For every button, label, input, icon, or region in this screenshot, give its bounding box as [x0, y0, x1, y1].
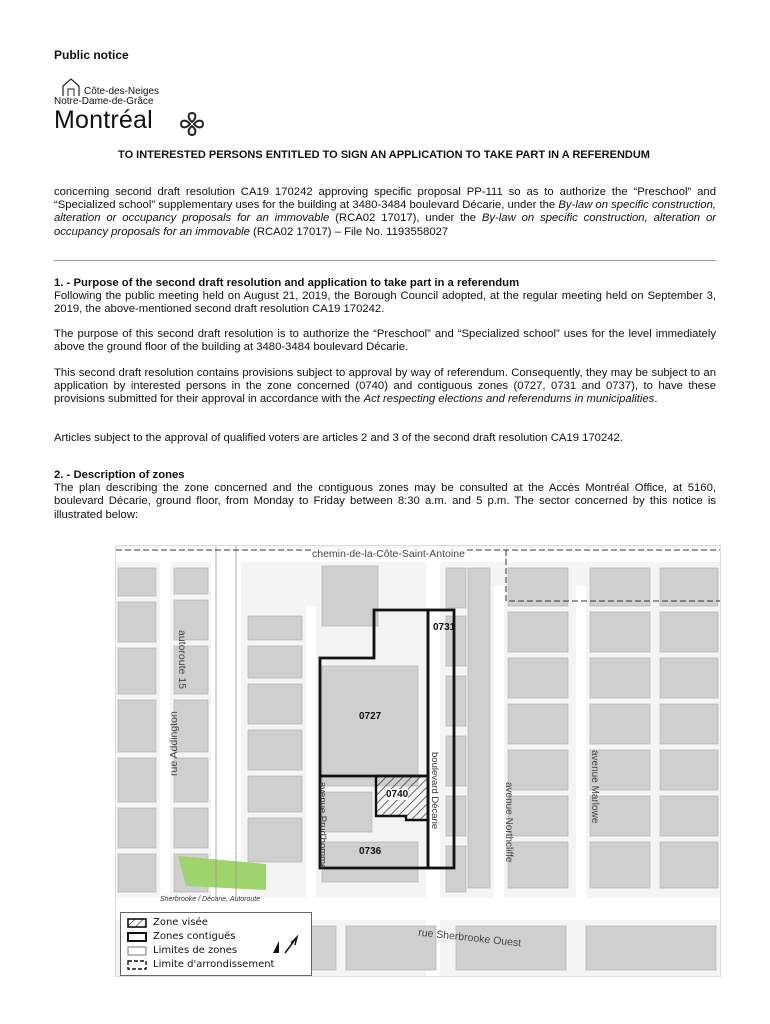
map-legend [120, 912, 312, 976]
legend-zone-visee: Zone visée [153, 917, 208, 928]
section-2 [54, 469, 716, 522]
section-2-heading: 2. - Description of zones [54, 469, 185, 481]
street-label-chemin: chemin-de-la-Côte-Saint-Antoine [312, 548, 465, 560]
legend-zones-contigues: Zones contiguës [153, 931, 236, 942]
house-icon [60, 76, 82, 98]
zones-contigues-swatch [127, 932, 147, 942]
street-label-decarie: boulevard Décarie [429, 752, 440, 830]
zone-map [115, 545, 721, 977]
logo-line-2: Notre-Dame-de-Grâce [54, 96, 154, 107]
public-notice-label: Public notice [54, 48, 129, 62]
street-label-northcliffe: avenue Northcliffe [503, 782, 514, 863]
street-label-marlowe: avenue Marlowe [589, 750, 600, 824]
legend-limite-arrondissement: Limite d'arrondissement [153, 959, 275, 970]
logo-line-1: Côte-des-Neiges [84, 86, 160, 97]
intro-paragraph: concerning second draft resolution CA19 170242 approving specific proposal PP-111 so as to authorize the “Preschool” and “Specialized school” supplementary uses for the building at 3480-3484 boulevard Décarie, under the By-law on specific construction, alteration or occupancy proposals for an immovable (RCA02 17017), under the By-law on specific construction, alteration or occupancy proposals for an immovable (RCA02 17017) – File No. 1193558027 [54, 186, 716, 238]
street-label-sortie: Sherbrooke / Décarie, Autoroute [160, 896, 261, 903]
section-1 [54, 277, 716, 317]
logo-line-3: Montréal [54, 106, 153, 134]
section-1-p1: Following the public meeting held on August 21, 2019, the Borough Council adopted, at the regular meeting held on September 3, 2019, the above-mentioned second draft resolution CA19 170242. [54, 290, 716, 316]
zone-label-0740: 0740 [386, 789, 409, 800]
legend-limites-zones: Limites de zones [153, 945, 238, 956]
section-1-heading: 1. - Purpose of the second draft resolution and application to take part in a referendum [54, 277, 520, 289]
section-1-p3: This second draft resolution contains provisions subject to approval by way of referendum. Consequently, they may be subject to an application by interested persons in the zone concerned (0740) and contiguous zones (0727, 0731 and 0737), to have these provisions submitted for their approval in accordance with the Act respecting elections and referendums in municipalities. [54, 367, 716, 406]
street-label-autoroute: autoroute 15 [176, 630, 188, 689]
street-label-addington: rue Addington [168, 711, 180, 776]
section-1-p4: Articles subject to the approval of qualified voters are articles 2 and 3 of the second draft resolution CA19 170242. [54, 432, 623, 444]
zone-label-0731: 0731 [433, 622, 456, 633]
street-label-sherbrooke: rue Sherbrooke Ouest [417, 926, 522, 950]
divider [54, 260, 716, 261]
zone-label-0727: 0727 [359, 711, 382, 722]
limites-zones-swatch [127, 946, 147, 956]
montreal-logo [54, 76, 234, 136]
zone-label-0736: 0736 [359, 846, 382, 857]
zone-visee-swatch [127, 918, 147, 928]
rosette-icon [178, 110, 206, 138]
section-2-p1: The plan describing the zone concerned and the contiguous zones may be consulted at the Accès Montréal Office, at 5160, boulevard Décarie, ground floor, from Monday to Friday between 8:30 a.m. and 5 p.m. The sector concerned by this notice is illustrated below: [54, 482, 716, 521]
limite-arrondissement-swatch [127, 960, 147, 970]
section-1-p2: The purpose of this second draft resolution is to authorize the “Preschool” and “Specialized school” uses for the level immediately above the ground floor of the building at 3480-3484 boulevard Décarie. [54, 328, 716, 354]
north-arrow-icon [271, 933, 301, 957]
street-label-prudhomme: avenue Prud'homme [317, 782, 328, 870]
page-title: TO INTERESTED PERSONS ENTITLED TO SIGN AN APPLICATION TO TAKE PART IN A REFERENDUM [118, 149, 650, 161]
